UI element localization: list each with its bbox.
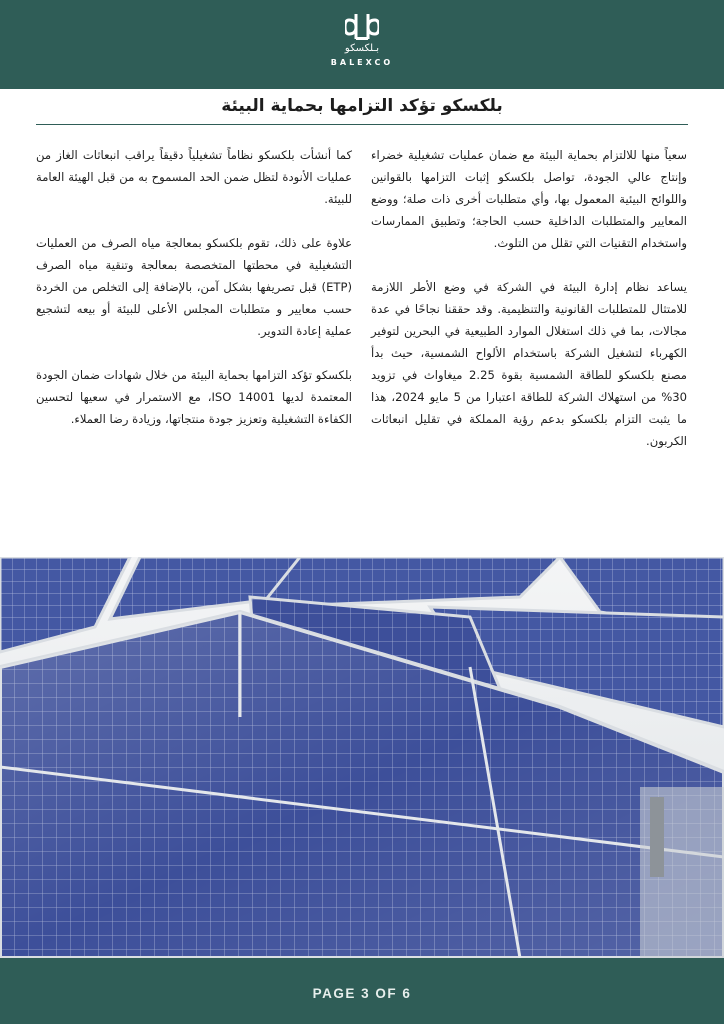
article-title: بلكسكو تؤكد التزامها بحماية البيئة bbox=[221, 96, 503, 116]
page-number: PAGE 3 OF 6 bbox=[312, 986, 412, 1001]
paragraph: سعياً منها للالتزام بحماية البيئة مع ضمان عمليات تشغيلية خضراء وإنتاج عالي الجودة، تواصل بلكسكو إثبات التزامها بالقوانين واللوائح البيئية المعمول بها، وأي متطلبات أخرى ذات صلة؛ ووضع المعايير والمتطلبات الداخلية حسب الحاجة؛ وتطبيق الممارسات واستخدام التقنيات التي تقلل من التلوث. bbox=[371, 148, 687, 250]
logo-arabic-text: بـلكسكو bbox=[344, 43, 380, 54]
solar-panels-illustration bbox=[0, 557, 724, 958]
logo-english-text: BALEXCO bbox=[330, 58, 394, 67]
balexco-logo-icon bbox=[345, 12, 379, 42]
paragraph: يساعد نظام إدارة البيئة في الشركة في وضع الأطر اللازمة للامتثال للمتطلبات القانونية والتنظيمية. وقد حققنا نجاحًا في عدة مجالات، بما في ذلك استغلال الموارد الطبيعية في البحرين لتوفير الكهرباء لتشغيل الشركة باستخدام الألواح الشمسية، حيث بدأ مصنع بلكسكو للطاقة الشمسية بقوة 2.25 ميغاواث في تزويد 30% من استهلاك الشركة للطاقة اعتبارا من 5 مايو 2024، هذا ما يثبت التزام بلكسكو بدعم رؤية المملكة في تقليل انبعاثات الكربون. bbox=[371, 280, 687, 448]
right-text-column bbox=[371, 144, 687, 474]
paragraph: بلكسكو تؤكد التزامها بحماية البيئة من خلال شهادات ضمان الجودة المعتمدة لديها ISO 14001، مع الاستمرار في سعيها لتحسين الكفاءة التشغيلية وتعزيز جودة منتجاتها، وزيادة رضا العملاء. bbox=[36, 368, 352, 426]
header-bar bbox=[0, 0, 724, 89]
paragraph: كما أنشأت بلكسكو نظاماً تشغيلياً دقيقاً يراقب انبعاثات الغاز من عمليات الأنودة لتظل ضمن الحد المسموح به من قبل الهيئة العامة للبيئة. bbox=[36, 148, 352, 206]
left-text-column bbox=[36, 144, 352, 452]
title-divider bbox=[36, 124, 688, 125]
paragraph: علاوة على ذلك، تقوم بلكسكو بمعالجة مياه الصرف من العمليات التشغيلية في محطتها المتخصصة بمعالجة وتنقية مياه الصرف (ETP) قبل تصريفها بشكل آمن، بالإضافة إلى التخلص من الخردة حسب معايير و متطلبات المجلس الأعلى للبيئة أو بيعه لتشجيع عملية إعادة التدوير. bbox=[36, 236, 352, 338]
solar-panels-photo bbox=[0, 557, 724, 958]
